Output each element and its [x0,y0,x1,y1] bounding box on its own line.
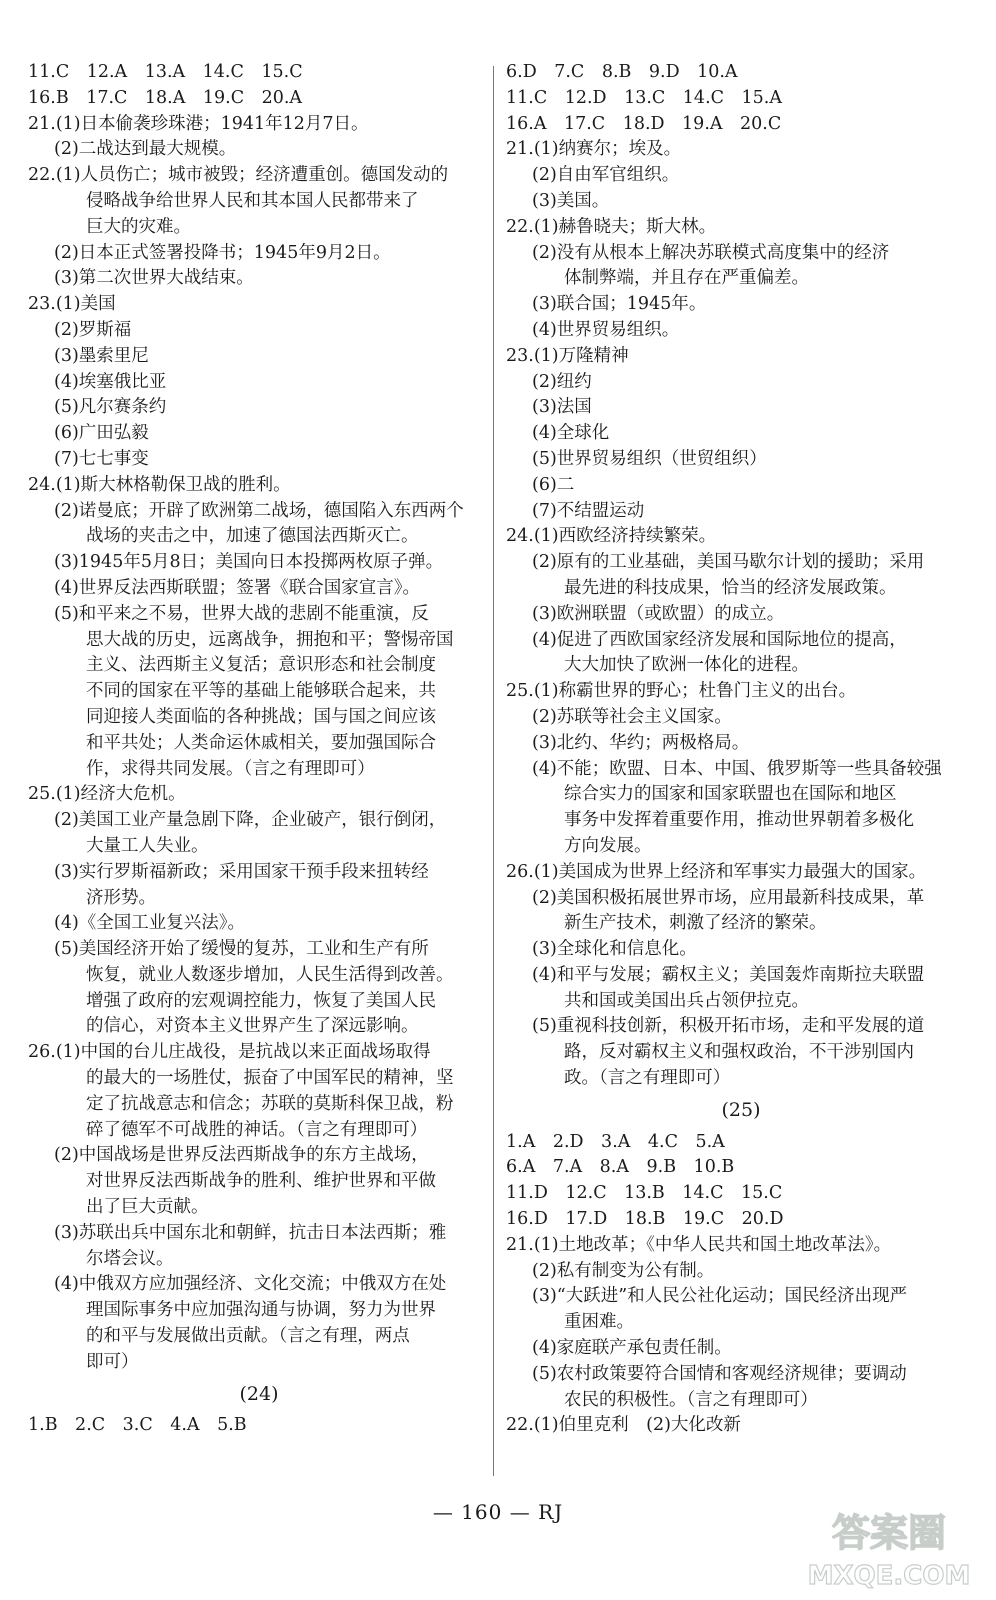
watermark-logo [794,1500,984,1592]
answer-line: (6)二 [532,474,575,495]
answer-line: 的和平与发展做出贡献。（言之有理，两点 [86,1326,410,1347]
answer-line: (3)欧洲联盟（或欧盟）的成立。 [532,603,785,624]
answer-line: 6.A 7.A 8.A 9.B 10.B [506,1157,735,1178]
watermark-line2: MXQE.COM [807,1561,971,1591]
page-footer: — 160 — RJ [432,1500,564,1524]
answer-line: 21.(1)土地改革；《中华人民共和国土地改革法》。 [506,1234,892,1255]
answer-line: (3)墨索里尼 [54,345,149,366]
answer-line: 路，反对霸权主义和强权政治，不干涉别国内 [564,1042,914,1063]
answer-line: (2)诺曼底；开辟了欧洲第二战场，德国陷入东西两个 [54,500,464,521]
answer-line: (3)联合国；1945年。 [532,294,707,315]
answer-line: 共和国或美国出兵占领伊拉克。 [564,990,809,1011]
answer-line: 主义、法西斯主义复活；意识形态和社会制度 [86,655,436,676]
answer-line: 1.A 2.D 3.A 4.C 5.A [506,1131,725,1152]
answer-line: 23.(1)美国 [28,294,116,315]
answer-line: (4)世界反法西斯联盟；签署《联合国家宣言》。 [54,577,421,598]
answer-line: 22.(1)伯里克利 (2)大化改新 [506,1415,741,1436]
watermark-line1: 答案圈 [831,1511,947,1555]
answer-line: (3)第二次世界大战结束。 [54,268,254,289]
answer-line: 出了巨大贡献。 [86,1197,209,1218]
answer-line: 11.C 12.A 13.A 14.C 15.C [28,62,303,82]
section-heading: (24) [239,1382,279,1405]
answer-line: (5)重视科技创新，积极开拓市场，走和平发展的道 [532,1016,925,1037]
answer-line: 22.(1)赫鲁晓夫；斯大林。 [506,216,717,237]
answer-line: (3)苏联出兵中国东北和朝鲜，抗击日本法西斯；雅 [54,1222,447,1243]
answer-line: 定了抗战意志和信念；苏联的莫斯科保卫战，粉 [86,1093,454,1114]
answer-line: (4)全球化 [532,423,610,444]
answer-line: (3)法国 [532,397,592,418]
answer-line: 碎了德军不可战胜的神话。（言之有理即可） [86,1119,428,1140]
answer-line: (3)北约、华约；两极格局。 [532,732,750,753]
answer-line: 综合实力的国家和国家联盟也在国际和地区 [564,784,897,805]
answer-line: (2)自由军官组织。 [532,165,680,186]
answer-line: (3)全球化和信息化。 [532,939,697,960]
answer-column-right [506,60,976,1439]
answer-line: 侵略战争给世界人民和其本国人民都带来了 [86,190,419,211]
answer-line: (4)不能；欧盟、日本、中国、俄罗斯等一些具备较强 [532,758,942,779]
answer-line: 23.(1)万隆精神 [506,345,629,366]
answer-line: 作，求得共同发展。（言之有理即可） [86,758,375,779]
answer-line: (5)世界贸易组织（世贸组织） [532,448,767,469]
answer-line: 最先进的科技成果，恰当的经济发展政策。 [564,577,897,598]
answer-line: (2)日本正式签署投降书；1945年9月2日。 [54,242,391,263]
answer-line: (4)和平与发展；霸权主义；美国轰炸南斯拉夫联盟 [532,964,925,985]
answer-line: 24.(1)斯大林格勒保卫战的胜利。 [28,474,291,495]
answer-column-left [28,60,490,1439]
answer-line: 大量工人失业。 [86,835,209,856]
answer-line: 大大加快了欧洲一体化的进程。 [564,655,809,676]
answer-line: 对世界反法西斯战争的胜利、维护世界和平做 [86,1171,436,1192]
answer-line: (5)和平来之不易，世界大战的悲剧不能重演，反 [54,603,429,624]
answer-line: (2)没有从根本上解决苏联模式高度集中的经济 [532,242,890,263]
answer-line: (3)实行罗斯福新政；采用国家干预手段来扭转经 [54,861,429,882]
answer-line: 理国际事务中应加强沟通与协调，努力为世界 [86,1300,436,1321]
answer-line: 22.(1)人员伤亡；城市被毁；经济遭重创。德国发动的 [28,165,449,186]
answer-line: 巨大的灾难。 [86,216,191,237]
answer-line: (4)世界贸易组织。 [532,319,680,340]
section-heading: (25) [721,1098,761,1121]
answer-line: 26.(1)美国成为世界上经济和军事实力最强大的国家。 [506,861,927,882]
answer-line: 事务中发挥着重要作用，推动世界朝着多极化 [564,810,914,831]
answer-line: (4)埃塞俄比亚 [54,371,167,392]
answer-line: 的信心，对资本主义世界产生了深远影响。 [86,1016,419,1037]
answer-line: (3)1945年5月8日；美国向日本投掷两枚原子弹。 [54,552,444,573]
answer-line: 增强了政府的宏观调控能力，恢复了美国人民 [86,990,436,1011]
answer-line: 25.(1)称霸世界的野心；杜鲁门主义的出台。 [506,681,857,702]
answer-line: 16.B 17.C 18.A 19.C 20.A [28,87,303,108]
answer-line: 农民的积极性。（言之有理即可） [564,1389,818,1410]
answer-line: (4)促进了西欧国家经济发展和国际地位的提高， [532,629,907,650]
answer-line: (5)农村政策要符合国情和客观经济规律；要调动 [532,1363,907,1384]
answer-line: 新生产技术，刺激了经济的繁荣。 [564,913,827,934]
answer-line: 11.D 12.C 13.B 14.C 15.C [506,1183,783,1204]
answer-line: 25.(1)经济大危机。 [28,784,186,805]
answer-line: (7)不结盟运动 [532,500,645,521]
answer-line: 思大战的历史，远离战争，拥抱和平；警惕帝国 [86,629,454,650]
answer-line: (3)“大跃进”和人民公社化运动；国民经济出现严 [532,1286,908,1307]
column-divider [493,66,494,1476]
answer-line: 6.D 7.C 8.B 9.D 10.A [506,62,738,82]
answer-line: (4)中俄双方应加强经济、文化交流；中俄双方在处 [54,1274,447,1295]
answer-line: (2)私有制变为公有制。 [532,1260,715,1281]
answer-line: 21.(1)日本偷袭珍珠港；1941年12月7日。 [28,113,369,134]
answer-line: (2)原有的工业基础，美国马歇尔计划的援助；采用 [532,552,925,573]
answer-line: (2)罗斯福 [54,319,132,340]
answer-line: 21.(1)纳赛尔；埃及。 [506,139,682,160]
answer-line: 和平共处；人类命运休戚相关，要加强国际合 [86,732,436,753]
answer-line: 济形势。 [86,887,156,908]
answer-line: (4)家庭联产承包责任制。 [532,1338,732,1359]
answer-line: (6)广田弘毅 [54,423,149,444]
answer-line: 11.C 12.D 13.C 14.C 15.A [506,87,782,108]
answer-line: 体制弊端，并且存在严重偏差。 [564,268,809,289]
answer-line: 26.(1)中国的台儿庄战役，是抗战以来正面战场取得 [28,1042,431,1063]
answer-line: (7)七七事变 [54,448,149,469]
answer-line: 的最大的一场胜仗，振奋了中国军民的精神，坚 [86,1068,454,1089]
answer-line: 重困难。 [564,1312,634,1333]
answer-line: 16.D 17.D 18.B 19.C 20.D [506,1209,784,1230]
answer-line: (5)凡尔赛条约 [54,397,167,418]
answer-line: (2)苏联等社会主义国家。 [532,706,732,727]
answer-line: 24.(1)西欧经济持续繁荣。 [506,526,717,547]
answer-line: (4)《全国工业复兴法》。 [54,913,246,934]
answer-line: (2)美国积极拓展世界市场，应用最新科技成果，革 [532,887,925,908]
answer-line: 尔塔会议。 [86,1248,174,1269]
answer-line: 战场的夹击之中，加速了德国法西斯灭亡。 [86,526,419,547]
answer-line: 方向发展。 [564,835,652,856]
answer-line: 即可） [86,1351,139,1372]
answer-line: (2)中国战场是世界反法西斯战争的东方主战场， [54,1145,429,1166]
answer-line: (2)美国工业产量急剧下降，企业破产，银行倒闭， [54,810,447,831]
answer-line: 16.A 17.C 18.D 19.A 20.C [506,113,782,134]
answer-line: (2)二战达到最大规模。 [54,139,237,160]
answer-line: 1.B 2.C 3.C 4.A 5.B [28,1415,247,1436]
answer-line: 同迎接人类面临的各种挑战；国与国之间应该 [86,706,436,727]
answer-line: 不同的国家在平等的基础上能够联合起来，共 [86,681,436,702]
answer-line: 政。（言之有理即可） [564,1068,731,1089]
answer-line: (5)美国经济开始了缓慢的复苏，工业和生产有所 [54,939,429,960]
answer-line: 恢复，就业人数逐步增加，人民生活得到改善。 [86,964,454,985]
answer-line: (2)纽约 [532,371,592,392]
answer-line: (3)美国。 [532,190,610,211]
